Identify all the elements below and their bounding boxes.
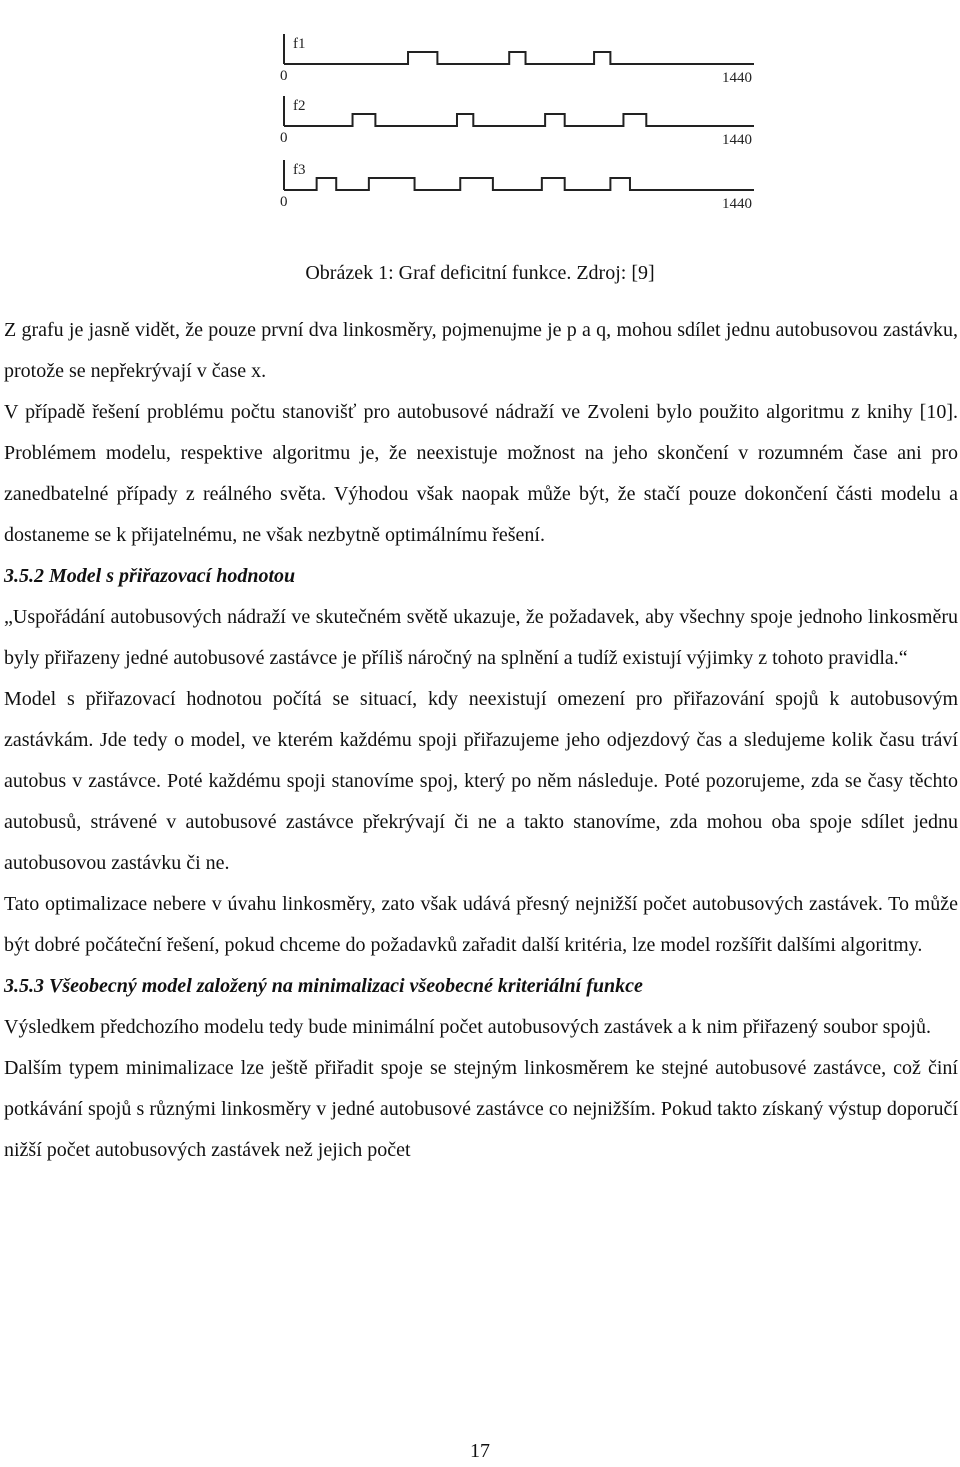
tick-label: 0 [280,130,288,146]
deficit-function-chart [270,0,790,240]
series-line [284,114,754,126]
paragraph: Tato optimalizace nebere v úvahu linkosměry, zato však udává přesný nejnižší počet autobusových zastávek. To může být dobré počáteční řešení, pokud chceme do požadavků zařadit další kritéria, lze model rozšířit dalšími algoritmy. [4,893,958,956]
section-heading: 3.5.3 Všeobecný model založený na minimalizaci všeobecné kriteriální funkce [4,975,643,997]
tick-label: 1440 [722,132,752,148]
tick-label: 1440 [722,70,752,86]
paragraph: „Uspořádání autobusových nádraží ve skutečném světě ukazuje, že požadavek, aby všechny spoje jednoho linkosměru byly přiřazeny jedné autobusové zastávce je příliš náročný na splnění a tudíž existují výjimky z tohoto pravidla.“ [4,606,958,669]
series-label: f1 [293,36,306,52]
body-text [4,310,958,1171]
paragraph: V případě řešení problému počtu stanovišť pro autobusové nádraží ve Zvoleni bylo použito algoritmu z knihy [10]. Problémem modelu, respektive algoritmu je, že neexistuje možnost na jeho skončení v rozumném čase ani pro zanedbatelné případy z reálného světa. Výhodou však naopak může být, že stačí pouze dokončení části modelu a dostaneme se k přijatelnému, ne však nezbytně optimálnímu řešení. [4,401,958,546]
figure-caption: Obrázek 1: Graf deficitní funkce. Zdroj: [9] [305,262,655,284]
paragraph: Dalším typem minimalizace lze ještě přiřadit spoje se stejným linkosměrem ke stejné autobusové zastávce, což činí potkávání spojů s různými linkosměry v jedné autobusové zastávce co nejnižším. Pokud takto získaný výstup doporučí nižší počet autobusových zastávek než jejich počet [4,1057,958,1161]
paragraph: Model s přiřazovací hodnotou počítá se situací, kdy neexistují omezení pro přiřazování spojů k autobusovým zastávkám. Jde tedy o model, ve kterém každému spoji přiřazujeme jeho odjezdový čas a sledujeme kolik času tráví autobus v zastávce. Poté každému spoji stanovíme spoj, který po něm následuje. Poté pozorujeme, zda se časy těchto autobusů, strávené v autobusové zastávce překrývají či ne a takto stanovíme, zda mohou oba spoje sdílet jednu autobusovou zastávku či ne. [4,688,958,874]
series-label: f2 [293,98,306,114]
series-label: f3 [293,162,306,178]
section-heading: 3.5.2 Model s přiřazovací hodnotou [4,565,296,587]
page-number: 17 [470,1440,490,1462]
tick-label: 0 [280,68,288,84]
tick-label: 0 [280,194,288,210]
series-line [284,52,754,64]
paragraph: Z grafu je jasně vidět, že pouze první dva linkosměry, pojmenujme je p a q, mohou sdílet jednu autobusovou zastávku, protože se nepřekrývají v čase x. [4,319,958,382]
paragraph: Výsledkem předchozího modelu tedy bude minimální počet autobusových zastávek a k nim přiřazený soubor spojů. [4,1016,931,1038]
deficit-function-figure [270,0,790,240]
tick-label: 1440 [722,196,752,212]
series-line [284,178,754,190]
